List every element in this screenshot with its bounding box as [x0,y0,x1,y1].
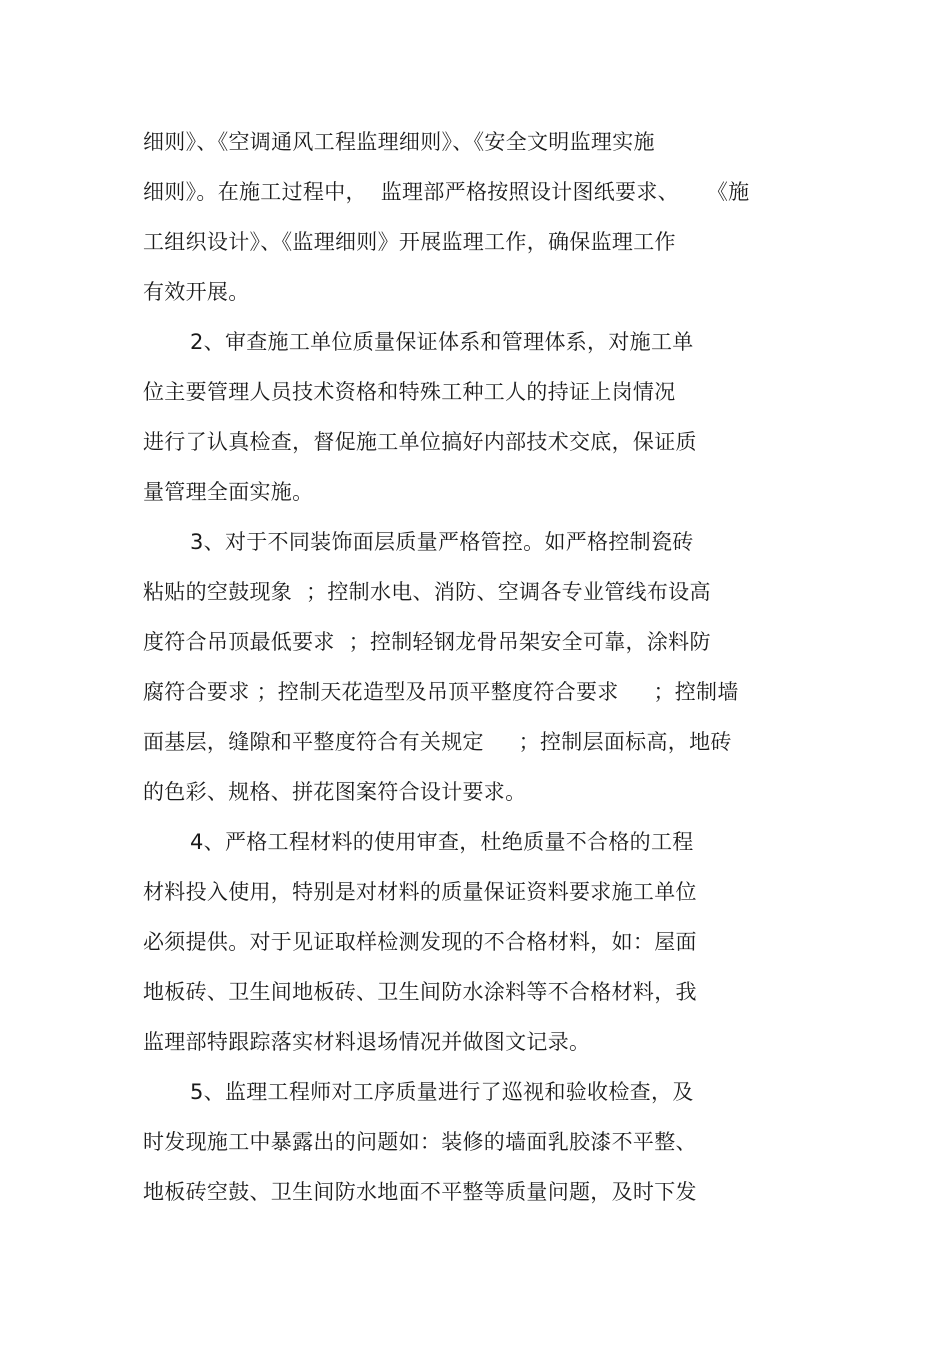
text-line: 材料投入使用，特别是对材料的质量保证资料要求施工单位 [143,880,697,904]
text-line: 地板砖空鼓、卫生间防水地面不平整等质量问题，及时下发 [143,1180,697,1204]
paragraph-4-start: 4、严格工程材料的使用审查，杜绝质量不合格的工程 [190,830,694,854]
text-line: 时发现施工中暴露出的问题如：装修的墙面乳胶漆不平整、 [143,1130,697,1154]
paragraph-2-start: 2、审查施工单位质量保证体系和管理体系，对施工单 [190,330,694,354]
text-line: 面基层，缝隙和平整度符合有关规定 ；控制层面标高，地砖 [143,730,732,754]
text-line: 监理部特跟踪落实材料退场情况并做图文记录。 [143,1030,591,1054]
text-line: 进行了认真检查，督促施工单位搞好内部技术交底，保证质 [143,430,697,454]
text-line: 粘贴的空鼓现象 ；控制水电、消防、空调各专业管线布设高 [143,580,711,604]
text-line: 腐符合要求 ；控制天花造型及吊顶平整度符合要求 ；控制墙 [143,680,739,704]
text-line: 有效开展。 [143,280,250,304]
text-line: 位主要管理人员技术资格和特殊工种工人的持证上岗情况 [143,380,676,404]
text-line: 地板砖、卫生间地板砖、卫生间防水涂料等不合格材料，我 [143,980,697,1004]
paragraph-3-start: 3、对于不同装饰面层质量严格管控。如严格控制瓷砖 [190,530,694,554]
text-line: 的色彩、规格、拼花图案符合设计要求。 [143,780,527,804]
text-line: 度符合吊顶最低要求 ；控制轻钢龙骨吊架安全可靠，涂料防 [143,630,711,654]
paragraph-5-start: 5、监理工程师对工序质量进行了巡视和验收检查，及 [190,1080,694,1104]
text-line: 必须提供。对于见证取样检测发现的不合格材料，如：屋面 [143,930,697,954]
text-line: 细则》。在施工过程中， 监理部严格按照设计图纸要求、 《施 [143,180,750,204]
text-line: 细则》、《空调通风工程监理细则》、《安全文明监理实施 [143,130,655,154]
text-line: 工组织设计》、《监理细则》开展监理工作，确保监理工作 [143,230,676,254]
text-line: 量管理全面实施。 [143,480,314,504]
